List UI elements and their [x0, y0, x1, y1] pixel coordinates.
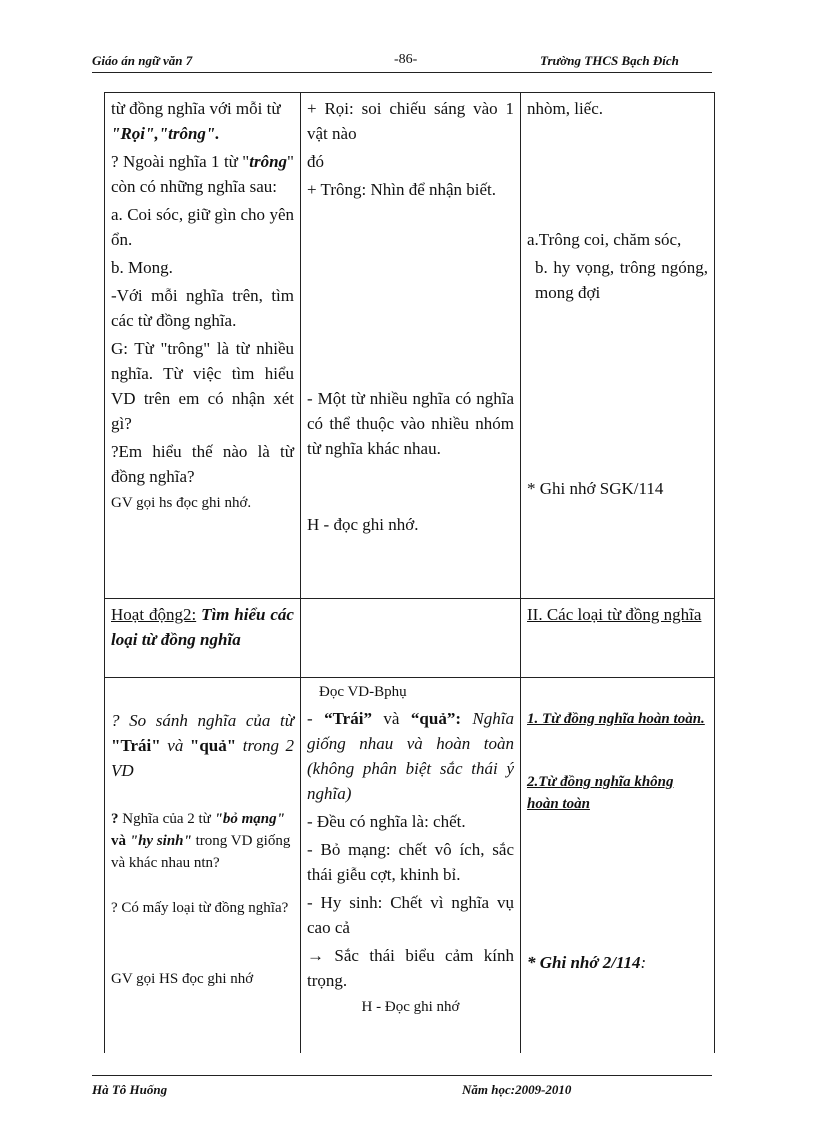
table-row [105, 93, 715, 599]
text-span: "bỏ mạng" [214, 811, 285, 827]
answer-read: H - đọc ghi nhớ. [307, 515, 419, 534]
content-cell [521, 93, 715, 599]
text-span: “Trái” [324, 709, 372, 728]
text-span: " còn có những nghĩa sau: [111, 152, 294, 196]
text-span: "quả" [189, 736, 237, 755]
text-span: trông [249, 152, 288, 171]
question-types: ? Có mấy loại từ đồng nghĩa? [111, 900, 289, 916]
text-span: trong VD giống và khác nhau ntn? [111, 833, 291, 871]
footer-author: Hà Tô Huống [92, 1082, 168, 1097]
text-span: "hy sinh" [129, 833, 192, 849]
text-span: trong 2 VD [111, 736, 294, 780]
text-span: và [111, 833, 130, 849]
table-row [105, 599, 715, 678]
content-synonyms: nhòm, liếc. [527, 99, 604, 118]
teacher-instruction: GV gọi hs đọc ghi nhớ. [111, 495, 252, 511]
type-partial: 2.Từ đồng nghĩa không hoàn toàn [527, 774, 674, 812]
text-span: * Ghi nhớ 2/114 [527, 953, 641, 972]
text-span: Nghĩa của 2 từ [122, 811, 215, 827]
answer-roi-cont: đó [307, 152, 324, 171]
text-span: - [307, 709, 325, 728]
memo-2 [527, 950, 708, 975]
student-cell [301, 93, 521, 599]
question-text [111, 149, 294, 199]
question-compare [111, 708, 294, 783]
teacher-cell [105, 678, 301, 1053]
page-number: -86- [394, 52, 418, 67]
teacher-note: G: Từ "trông" là từ nhiều nghĩa. Từ việc tìm hiểu VD trên em có nhận xét gì? [111, 339, 294, 433]
header-rule [92, 72, 712, 73]
answer-trai-qua [307, 706, 514, 806]
content-a: a.Trông coi, chăm sóc, [527, 230, 682, 249]
header-left: Giáo án ngữ văn 7 [92, 53, 193, 68]
type-complete: 1. Từ đồng nghĩa hoàn toàn. [527, 711, 705, 727]
task-text: -Với mỗi nghĩa trên, tìm các từ đồng nghĩa. [111, 286, 294, 330]
answer-bo-mang: - Bỏ mạng: chết vô ích, sắc thái giễu cợt, khinh bỉ. [307, 840, 514, 884]
lesson-table [104, 92, 715, 1053]
meaning-b: b. Mong. [111, 258, 173, 277]
text-span: Nghĩa giống nhau và hoàn toàn (không phân biệt sắc thái ý nghĩa) [307, 709, 514, 803]
text-span: “quả”: [410, 709, 461, 728]
section-heading: II. Các loại từ đồng nghĩa [527, 605, 702, 624]
content-memo: * Ghi nhớ SGK/114 [527, 479, 664, 498]
section-cell [521, 599, 715, 678]
activity-title: Tìm hiểu các loại từ đồng nghĩa [111, 605, 294, 649]
text-span: và [371, 709, 411, 728]
content-cell [521, 678, 715, 1053]
text-span: ? So sánh nghĩa của từ [111, 711, 294, 730]
student-cell [301, 678, 521, 1053]
footer-rule [92, 1075, 712, 1076]
answer-roi: + Rọi: soi chiếu sáng vào 1 vật nào [307, 99, 514, 143]
table-row [105, 678, 715, 1053]
answer-note: - Một từ nhiều nghĩa có nghĩa có thể thuộc vào nhiều nhóm từ nghĩa khác nhau. [307, 389, 514, 458]
text-span: "Rọi","trông". [111, 124, 220, 143]
text-span: ? Ngoài nghĩa 1 từ " [111, 152, 250, 171]
text-span: "Trái" [111, 736, 161, 755]
text-span: và [160, 736, 190, 755]
definition-question: ?Em hiểu thế nào là từ đồng nghĩa? [111, 442, 294, 486]
answer-hy-sinh: - Hy sinh: Chết vì nghĩa vụ cao cả [307, 893, 514, 937]
meaning-a: a. Coi sóc, giữ gìn cho yên ổn. [111, 205, 294, 249]
text-span: : [640, 953, 647, 972]
question-text [111, 96, 294, 146]
teacher-instruction: GV gọi HS đọc ghi nhớ [111, 971, 254, 987]
answer-trong: + Trông: Nhìn để nhận biết. [307, 180, 497, 199]
empty-cell [301, 599, 521, 678]
activity-label: Hoạt động2: [111, 605, 197, 624]
activity-cell [105, 599, 301, 678]
teacher-cell [105, 93, 301, 599]
footer-year: Năm học:2009-2010 [462, 1082, 572, 1097]
header-right: Trường THCS Bạch Đích [540, 53, 679, 68]
answer-read-example: Đọc VD-Bphụ [319, 684, 407, 700]
question-meaning [111, 808, 294, 874]
answer-read-memo: H - Đọc ghi nhớ [361, 999, 460, 1015]
text-span: từ đồng nghĩa với mỗi từ [111, 99, 281, 118]
answer-chet: - Đều có nghĩa là: chết. [307, 812, 466, 831]
content-b: b. hy vọng, trông ngóng, mong đợi [535, 258, 708, 302]
text-span: ? [111, 811, 123, 827]
answer-nuance: → Sắc thái biểu cảm kính trọng. [307, 946, 514, 990]
